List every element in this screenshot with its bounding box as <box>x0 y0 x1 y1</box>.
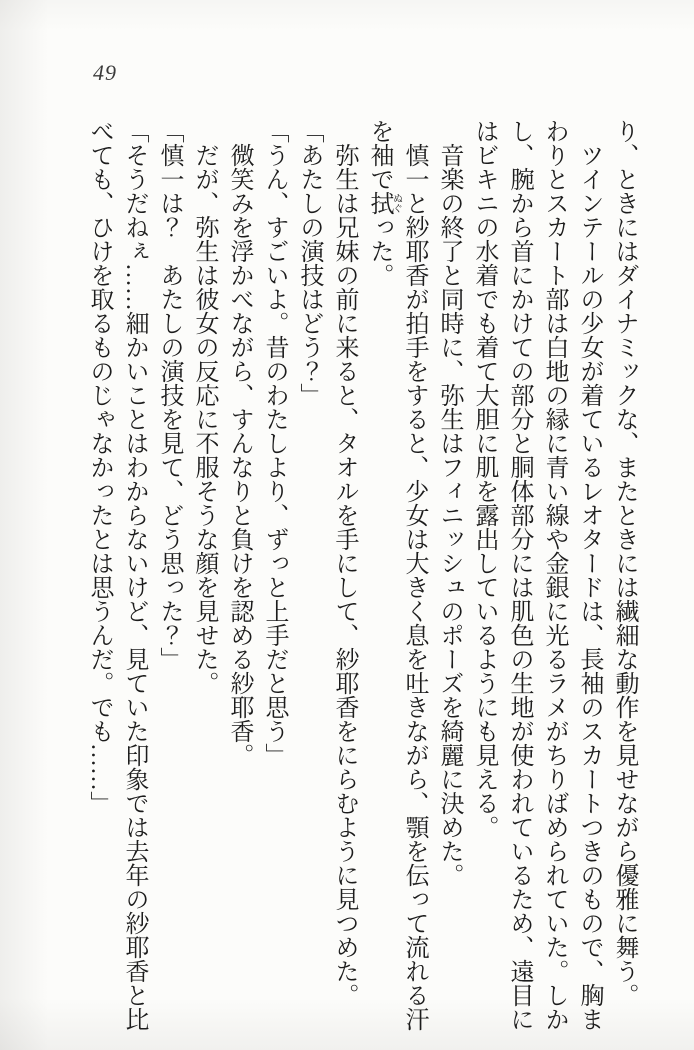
paragraph: 「あたしの演技はどう？」 <box>296 119 322 407</box>
text-block <box>81 119 641 1031</box>
paragraph: 「慎一は？ あたしの演技を見て、どう思った？」 <box>156 119 182 671</box>
paragraph: だが、弥生は彼女の反応に不服そうな顔を見せた。 <box>191 143 217 695</box>
paragraph: 「うん、すごいよ。昔のわたしより、ずっと上手だと思う」 <box>261 119 287 767</box>
paragraph: 微笑みを浮かべながら、すんなりと負けを認める紗耶香。 <box>226 143 252 767</box>
furigana-ruby: 拭ぬぐ <box>366 191 402 215</box>
paragraph: 慎一と紗耶香が拍手をすると、少女は大きく息を吐きながら、顎を伝って流れる汗を袖で拭ぬぐった。 <box>366 119 427 1031</box>
paragraph: り、ときにはダイナミックな、またときには繊細な動作を見せながら優雅に舞う。 <box>611 119 637 1007</box>
paragraph: 弥生は兄妹の前に来ると、タオルを手にして、紗耶香をにらむように見つめた。 <box>331 143 357 1007</box>
paragraph: 「そうだねぇ……細かいことはわからないけど、見ていた印象では去年の紗耶香と比べても、ひけを取るものじゃなかったとは思うんだ。でも……」 <box>86 119 147 1031</box>
paragraph: 音楽の終了と同時に、弥生はフィニッシュのポーズを綺麗に決めた。 <box>436 143 462 887</box>
page-number: 49 <box>93 60 117 85</box>
paragraph: ツインテールの少女が着ているレオタードは、長袖のスカートつきのもので、胸まわりとスカート部は白地の縁に青い線や金銀に光るラメがちりばめられていた。しかし、腕から首にかけての部分と胴体部分には肌色の生地が使われているため、遠目にはビキニの水着でも着て大胆に肌を露出しているようにも見える。 <box>471 119 602 1031</box>
